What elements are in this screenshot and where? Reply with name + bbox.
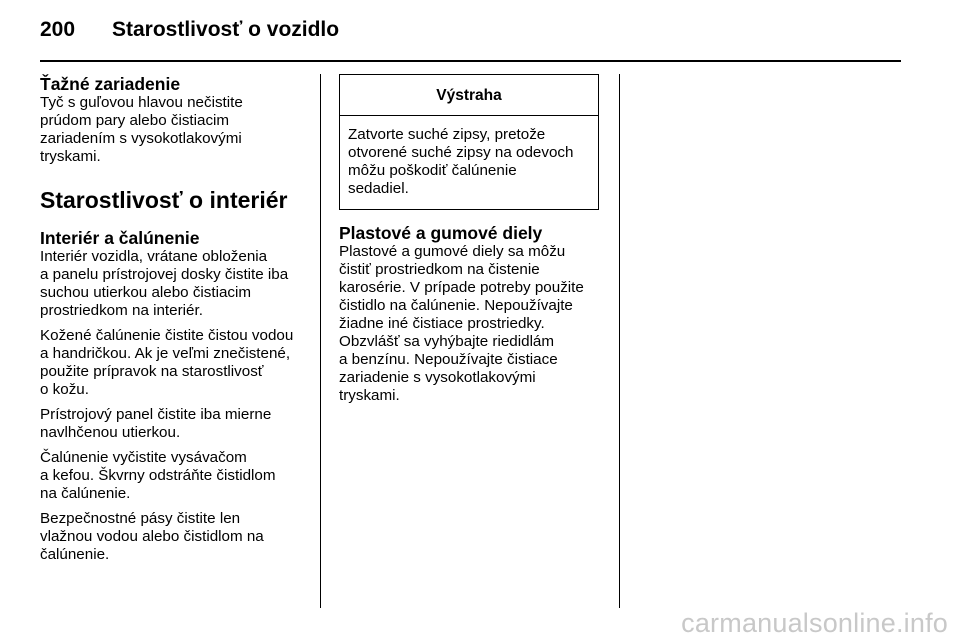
page-title: Starostlivosť o vozidlo (112, 18, 340, 41)
header-rule (40, 60, 901, 62)
upholstery-heading: Interiér a čalúnenie (40, 228, 200, 248)
warning-title: Výstraha (340, 75, 598, 116)
paragraph: Bezpečnostné pásy čistite len vlažnou vodou alebo čistidlom na čalúnenie. (40, 510, 264, 563)
plastic-rubber-section (339, 223, 601, 405)
column-divider-left (320, 74, 321, 608)
warning-text: Zatvorte suché zipsy, pretože otvorené suché zipsy na odevoch môžu poškodiť čalúnenie sedadiel. (348, 126, 574, 197)
paragraph: Kožené čalúnenie čistite čistou vodou a handričkou. Ak je veľmi znečistené, použite prípravok na starostlivosť o kožu. (40, 327, 294, 398)
plastic-rubber-heading: Plastové a gumové diely (339, 223, 543, 243)
paragraph: Interiér vozidla, vrátane obloženia a panelu prístrojovej dosky čistite iba suchou utierkou alebo čistiacim prostriedkom na interiér. (40, 248, 289, 319)
paragraph: Čalúnenie vyčistite vysávačom a kefou. Škvrny odstráňte čistidlom na čalúnenie. (40, 449, 276, 502)
towbar-text: Tyč s guľovou hlavou nečistite prúdom pary alebo čistiacim zariadením s vysokotlakovými tryskami. (40, 94, 243, 165)
plastic-rubber-text: Plastové a gumové diely sa môžu čistiť prostriedkom na čistenie karosérie. V prípade potreby použite čistidlo na čalúnenie. Nepoužívajte žiadne iné čistiace prostriedky. Obzvlášť sa vyhýbajte riedidlám a benzínu. Nepoužívajte čistiace zariadenie s vysokotlakovými tryskami. (339, 243, 584, 404)
watermark: carmanualsonline.info (681, 608, 948, 638)
middle-column (339, 74, 601, 412)
left-column (40, 74, 308, 571)
column-divider-right (619, 74, 620, 608)
warning-box (339, 74, 599, 210)
paragraph: Prístrojový panel čistite iba mierne navlhčenou utierkou. (40, 406, 272, 441)
interior-care-heading: Starostlivosť o interiér (40, 187, 288, 213)
page-header (40, 18, 339, 48)
page-number: 200 (40, 18, 76, 41)
towbar-heading: Ťažné zariadenie (40, 74, 181, 94)
